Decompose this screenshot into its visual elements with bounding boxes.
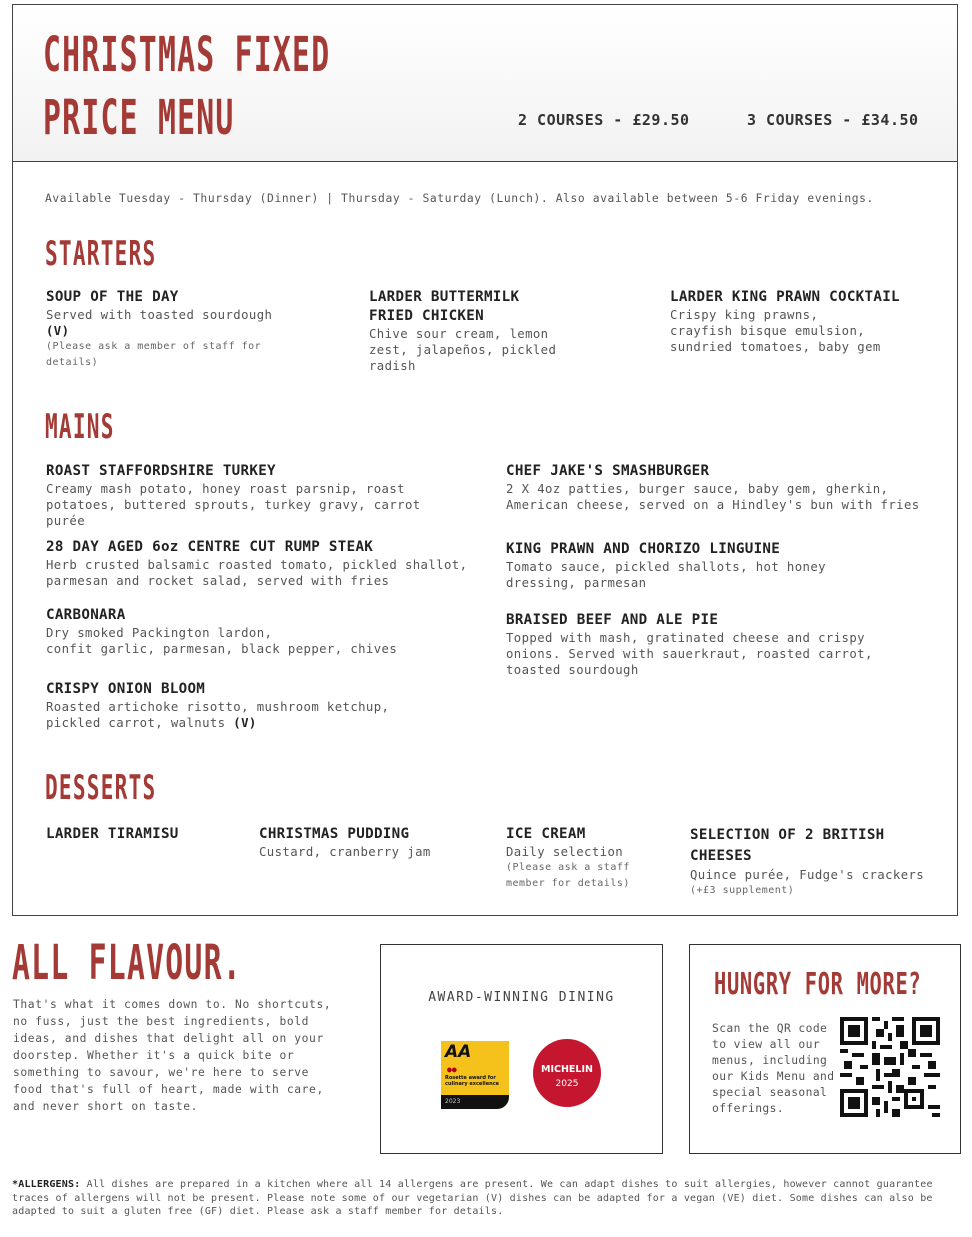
main-name: BRAISED BEEF AND ALE PIE: [506, 612, 719, 628]
michelin-name: MICHELIN: [541, 1064, 593, 1075]
aa-badge-letters: AA: [445, 1042, 472, 1062]
all-flavour-text: That's what it comes down to. No shortcuts, no fuss, just the best ingredients, bold ideas, and dishes that delight all on your doorstep. Whether it's a quick bite or something to savour, we're here to serve food that's full of heart, made with care, and never short on taste.: [13, 998, 332, 1113]
dessert-name: LARDER TIRAMISU: [46, 826, 179, 842]
main-desc: Topped with mash, gratinated cheese and crispy onions. Served with sauerkraut, roasted carrot, toasted sourdough: [506, 631, 873, 677]
qr-code-icon[interactable]: [840, 1017, 940, 1117]
dessert-desc: Quince purée, Fudge's crackers: [690, 868, 925, 882]
main-name: ROAST STAFFORDSHIRE TURKEY: [46, 463, 276, 479]
starter-desc: Chive sour cream, lemon zest, jalapeños, pickled radish: [369, 327, 557, 373]
dessert-name-line2: CHEESES: [690, 848, 752, 864]
starter-name-line2: FRIED CHICKEN: [369, 308, 484, 324]
main-item: [506, 462, 926, 513]
michelin-badge: [533, 1039, 601, 1107]
main-name: KING PRAWN AND CHORIZO LINGUINE: [506, 541, 781, 557]
dessert-desc: Daily selection: [506, 845, 624, 859]
starter-name: LARDER KING PRAWN COCKTAIL: [670, 289, 900, 305]
michelin-year: 2025: [555, 1079, 579, 1089]
starter-item: [369, 288, 569, 374]
dessert-item: [259, 825, 459, 860]
starter-note: (Please ask a member of staff for details): [46, 341, 262, 368]
main-name: CARBONARA: [46, 607, 126, 623]
dessert-name: CHRISTMAS PUDDING: [259, 826, 410, 842]
main-desc-line2: confit garlic, parmesan, black pepper, chives: [46, 642, 398, 656]
hungry-text: Scan the QR code to view all our menus, including our Kids Menu and special seasonal offerings.: [712, 1022, 835, 1115]
main-desc: Herb crusted balsamic roasted tomato, pickled shallot, parmesan and rocket salad, served with fries: [46, 558, 468, 588]
main-item: [46, 462, 456, 529]
main-desc: Creamy mash potato, honey roast parsnip, roast potatoes, buttered sprouts, turkey gravy, carrot purée: [46, 482, 421, 528]
starter-desc: Served with toasted sourdough: [46, 308, 273, 322]
hungry-title: HUNGRY FOR MORE?: [714, 967, 922, 1002]
main-name: 28 DAY AGED 6oz CENTRE CUT RUMP STEAK: [46, 539, 374, 555]
dessert-note: (Please ask a staff member for details): [506, 862, 630, 889]
dessert-name-line1: SELECTION OF 2 BRITISH: [690, 827, 885, 843]
dessert-name: ICE CREAM: [506, 826, 586, 842]
award-title: AWARD-WINNING DINING: [428, 990, 615, 1005]
menu-body: [12, 162, 958, 916]
menu-header: [12, 4, 958, 162]
main-item: [46, 680, 486, 731]
aa-badge-year: 2023: [441, 1095, 509, 1109]
main-desc-line2: pickled carrot, walnuts: [46, 716, 226, 730]
all-flavour-title: ALL FLAVOUR.: [12, 935, 242, 991]
allergens-note: [12, 1178, 952, 1219]
availability-text: Available Tuesday - Thursday (Dinner) | Thursday - Saturday (Lunch). Also available between 5-6 Friday evenings.: [45, 192, 874, 205]
award-box: [380, 944, 663, 1154]
dessert-item: [46, 825, 226, 844]
allergens-text: All dishes are prepared in a kitchen where all 14 allergens are present. We can adapt dishes to suit allergies, however cannot guarantee traces of allergens will not be present. Please note some of our vegetarian (V) dishes can be adapted for a vegan (VE) diet. Some dishes can also be adapted to suit a gluten free (GF) diet. Please ask a staff member for details.: [12, 1179, 933, 1217]
aa-badge-text: Rosette award for culinary excellence: [445, 1075, 500, 1087]
starter-item: [670, 288, 900, 355]
hungry-box: [689, 944, 961, 1154]
starters-heading: STARTERS: [45, 234, 157, 274]
main-desc: 2 X 4oz patties, burger sauce, baby gem, gherkin, American cheese, served on a Hindley's bun with fries: [506, 482, 920, 512]
main-name: CRISPY ONION BLOOM: [46, 681, 206, 697]
aa-rosette-badge: [441, 1041, 509, 1109]
desserts-heading: DESSERTS: [45, 768, 157, 808]
dessert-desc: Custard, cranberry jam: [259, 845, 431, 859]
main-desc-line1: Dry smoked Packington lardon,: [46, 626, 273, 640]
mains-heading: MAINS: [45, 407, 115, 447]
main-desc-line1: Roasted artichoke risotto, mushroom ketchup,: [46, 700, 390, 714]
main-item: [506, 611, 881, 678]
price-2-courses: 2 COURSES - £29.50: [518, 111, 690, 129]
price-3-courses: 3 COURSES - £34.50: [747, 111, 919, 129]
main-name: CHEF JAKE'S SMASHBURGER: [506, 463, 710, 479]
dessert-item: [690, 825, 940, 899]
starter-desc: Crispy king prawns, crayfish bisque emulsion, sundried tomatoes, baby gem: [670, 308, 881, 354]
page-title-line2: PRICE MENU: [43, 90, 235, 146]
vegetarian-tag: (V): [46, 324, 70, 338]
dessert-note: (+£3 supplement): [690, 885, 795, 896]
main-desc: Tomato sauce, pickled shallots, hot honey dressing, parmesan: [506, 560, 826, 590]
main-item: [506, 540, 876, 591]
starter-item: [46, 288, 306, 371]
vegetarian-tag: (V): [233, 716, 257, 730]
starter-name-line1: LARDER BUTTERMILK: [369, 289, 520, 305]
page-title-line1: CHRISTMAS FIXED: [43, 27, 331, 83]
main-item: [46, 606, 486, 657]
main-item: [46, 538, 486, 589]
starter-name: SOUP OF THE DAY: [46, 289, 179, 305]
allergens-label: *ALLERGENS:: [12, 1179, 81, 1190]
dessert-item: [506, 825, 646, 892]
rosette-icon: ●●: [447, 1065, 457, 1074]
